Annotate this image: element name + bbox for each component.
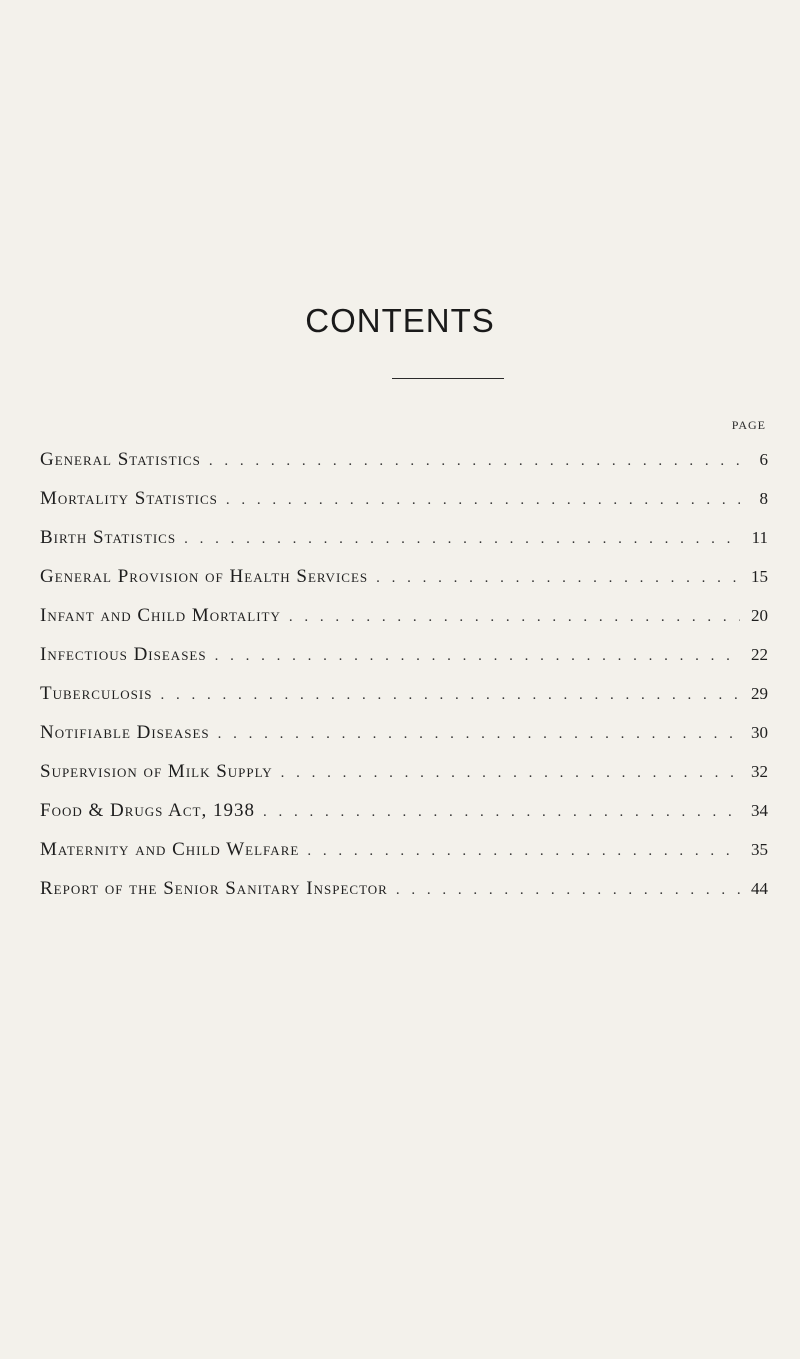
dot-leader	[273, 765, 740, 782]
toc-entry-page: 29	[751, 684, 768, 703]
toc-entry-general-statistics	[40, 449, 768, 479]
dot-leader	[207, 648, 740, 665]
toc-entry-page: 30	[751, 723, 768, 742]
toc-entry-sanitary-inspector-report	[40, 878, 768, 908]
toc-entry-infectious-diseases	[40, 644, 768, 674]
dot-leader	[210, 726, 740, 743]
toc-entry-title: General Provision of Health Services	[40, 566, 369, 587]
dot-leader	[388, 882, 740, 899]
toc-entry-page: 32	[751, 762, 768, 781]
toc-entry-title: Supervision of Milk Supply	[40, 761, 273, 782]
toc-entry-title: Tuberculosis	[40, 683, 153, 704]
toc-entry-page: 6	[759, 450, 768, 469]
toc-entry-page: 15	[751, 567, 768, 586]
dot-leader	[201, 453, 740, 470]
toc-entry-title: Mortality Statistics	[40, 488, 218, 509]
dot-leader	[281, 609, 740, 626]
toc-entry-title: Infectious Diseases	[40, 644, 207, 665]
toc-entry-health-services	[40, 566, 768, 596]
toc-entry-page: 34	[751, 801, 768, 820]
page-title: CONTENTS	[305, 302, 495, 339]
toc-entry-notifiable-diseases	[40, 722, 768, 752]
toc-entry-page: 35	[751, 840, 768, 859]
toc-entry-infant-child-mortality	[40, 605, 768, 635]
dot-leader	[152, 687, 740, 704]
toc-entry-title: Report of the Senior Sanitary Inspector	[40, 878, 388, 899]
toc-entry-page: 8	[759, 489, 768, 508]
dot-leader	[218, 492, 740, 509]
dot-leader	[299, 843, 740, 860]
toc-entry-mortality-statistics	[40, 488, 768, 518]
toc-entry-page: 20	[751, 606, 768, 625]
title-divider	[392, 378, 504, 379]
toc-entry-birth-statistics	[40, 527, 768, 557]
toc-entry-title: Infant and Child Mortality	[40, 605, 281, 626]
toc-entry-page: 22	[751, 645, 768, 664]
toc-entry-page: 11	[751, 528, 768, 547]
toc-entry-title: Notifiable Diseases	[40, 722, 210, 743]
dot-leader	[255, 804, 740, 821]
toc-entry-title: Food & Drugs Act, 1938	[40, 800, 255, 821]
page-column-heading: PAGE	[731, 418, 766, 432]
dot-leader	[176, 531, 740, 548]
toc-entry-milk-supply	[40, 761, 768, 791]
toc-entry-maternity-child-welfare	[40, 839, 768, 869]
toc-entry-title: Maternity and Child Welfare	[40, 839, 300, 860]
dot-leader	[368, 570, 740, 587]
toc-entry-page: 44	[751, 879, 768, 898]
toc-entry-title: General Statistics	[40, 449, 201, 470]
toc-entry-food-drugs-act	[40, 800, 768, 830]
toc-entry-title: Birth Statistics	[40, 527, 177, 548]
toc-entry-tuberculosis	[40, 683, 768, 713]
